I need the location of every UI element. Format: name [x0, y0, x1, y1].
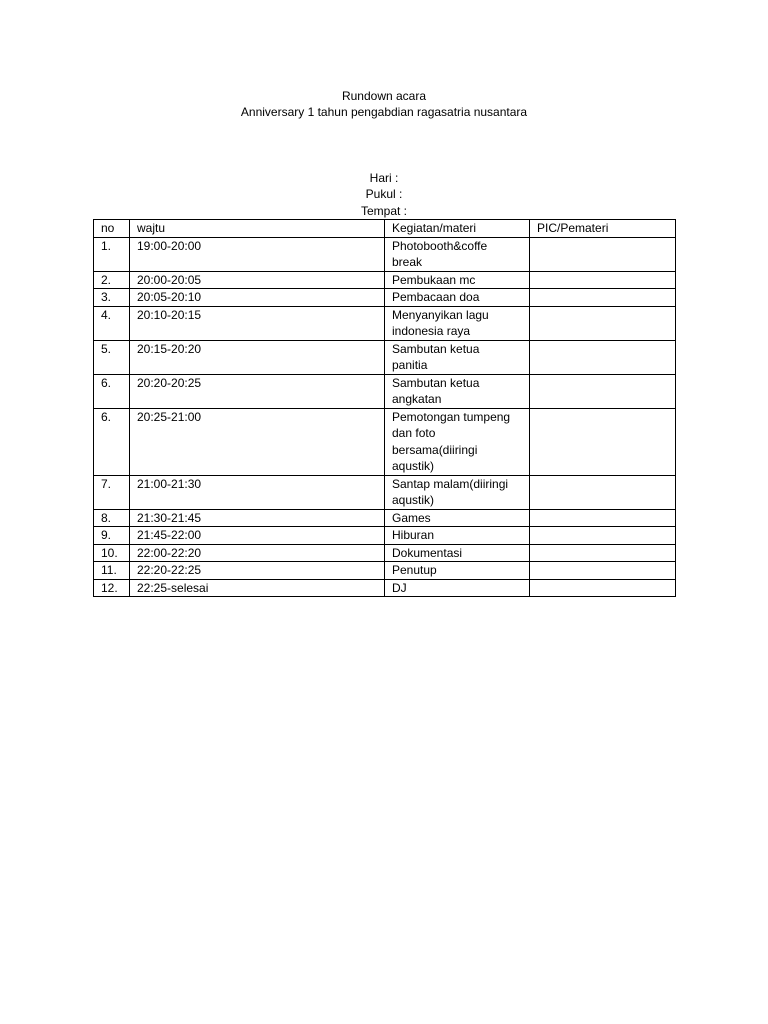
- table-row: [94, 509, 676, 527]
- cell-kegiatan: Pembukaan mc: [385, 271, 530, 289]
- cell-pic: [530, 475, 676, 509]
- cell-pic: [530, 544, 676, 562]
- cell-waktu: 20:20-20:25: [130, 374, 385, 408]
- cell-kegiatan: Santap malam(diiringi aqustik): [385, 475, 530, 509]
- cell-waktu: 22:25-selesai: [130, 579, 385, 597]
- cell-pic: [530, 374, 676, 408]
- cell-waktu: 20:15-20:20: [130, 340, 385, 374]
- cell-pic: [530, 527, 676, 545]
- cell-kegiatan: Games: [385, 509, 530, 527]
- cell-no: 7.: [94, 475, 130, 509]
- table-row: [94, 475, 676, 509]
- table-row: [94, 408, 676, 475]
- cell-no: 4.: [94, 306, 130, 340]
- cell-no: 10.: [94, 544, 130, 562]
- table-row: [94, 340, 676, 374]
- table-row: [94, 289, 676, 307]
- cell-kegiatan: Sambutan ketua panitia: [385, 340, 530, 374]
- cell-waktu: 21:00-21:30: [130, 475, 385, 509]
- cell-no: 6.: [94, 408, 130, 475]
- cell-no: 11.: [94, 562, 130, 580]
- pukul-label: Pukul :: [365, 187, 403, 201]
- cell-no: 12.: [94, 579, 130, 597]
- cell-waktu: 19:00-20:00: [130, 237, 385, 271]
- cell-pic: [530, 237, 676, 271]
- table-row: [94, 579, 676, 597]
- cell-pic: [530, 562, 676, 580]
- document-subtitle: Anniversary 1 tahun pengabdian ragasatria nusantara: [240, 105, 528, 119]
- cell-waktu: 20:25-21:00: [130, 408, 385, 475]
- table-row: [94, 374, 676, 408]
- table-row: [94, 271, 676, 289]
- tempat-label: Tempat :: [360, 204, 408, 218]
- cell-kegiatan: Penutup: [385, 562, 530, 580]
- cell-kegiatan: Hiburan: [385, 527, 530, 545]
- header-no: no: [94, 220, 130, 238]
- cell-kegiatan: Pembacaan doa: [385, 289, 530, 307]
- cell-waktu: 21:30-21:45: [130, 509, 385, 527]
- cell-no: 2.: [94, 271, 130, 289]
- cell-waktu: 20:00-20:05: [130, 271, 385, 289]
- cell-no: 9.: [94, 527, 130, 545]
- cell-kegiatan: DJ: [385, 579, 530, 597]
- cell-pic: [530, 289, 676, 307]
- cell-kegiatan: Dokumentasi: [385, 544, 530, 562]
- cell-waktu: 20:10-20:15: [130, 306, 385, 340]
- rundown-table: [93, 219, 676, 597]
- table-row: [94, 562, 676, 580]
- hari-label: Hari :: [369, 171, 399, 185]
- table-header-row: [94, 220, 676, 238]
- cell-no: 8.: [94, 509, 130, 527]
- table-row: [94, 306, 676, 340]
- table-row: [94, 527, 676, 545]
- cell-waktu: 20:05-20:10: [130, 289, 385, 307]
- cell-kegiatan: Photobooth&coffe break: [385, 237, 530, 271]
- cell-kegiatan: Pemotongan tumpeng dan foto bersama(diiringi aqustik): [385, 408, 530, 475]
- cell-kegiatan: Sambutan ketua angkatan: [385, 374, 530, 408]
- cell-no: 5.: [94, 340, 130, 374]
- cell-no: 6.: [94, 374, 130, 408]
- table-row: [94, 237, 676, 271]
- cell-waktu: 22:00-22:20: [130, 544, 385, 562]
- cell-pic: [530, 271, 676, 289]
- header-pic: PIC/Pemateri: [530, 220, 676, 238]
- cell-no: 1.: [94, 237, 130, 271]
- header-kegiatan: Kegiatan/materi: [385, 220, 530, 238]
- cell-pic: [530, 579, 676, 597]
- cell-pic: [530, 509, 676, 527]
- cell-kegiatan: Menyanyikan lagu indonesia raya: [385, 306, 530, 340]
- cell-pic: [530, 340, 676, 374]
- cell-no: 3.: [94, 289, 130, 307]
- header-waktu: wajtu: [130, 220, 385, 238]
- cell-waktu: 22:20-22:25: [130, 562, 385, 580]
- cell-pic: [530, 408, 676, 475]
- table-row: [94, 544, 676, 562]
- cell-waktu: 21:45-22:00: [130, 527, 385, 545]
- cell-pic: [530, 306, 676, 340]
- document-title: Rundown acara: [341, 89, 427, 103]
